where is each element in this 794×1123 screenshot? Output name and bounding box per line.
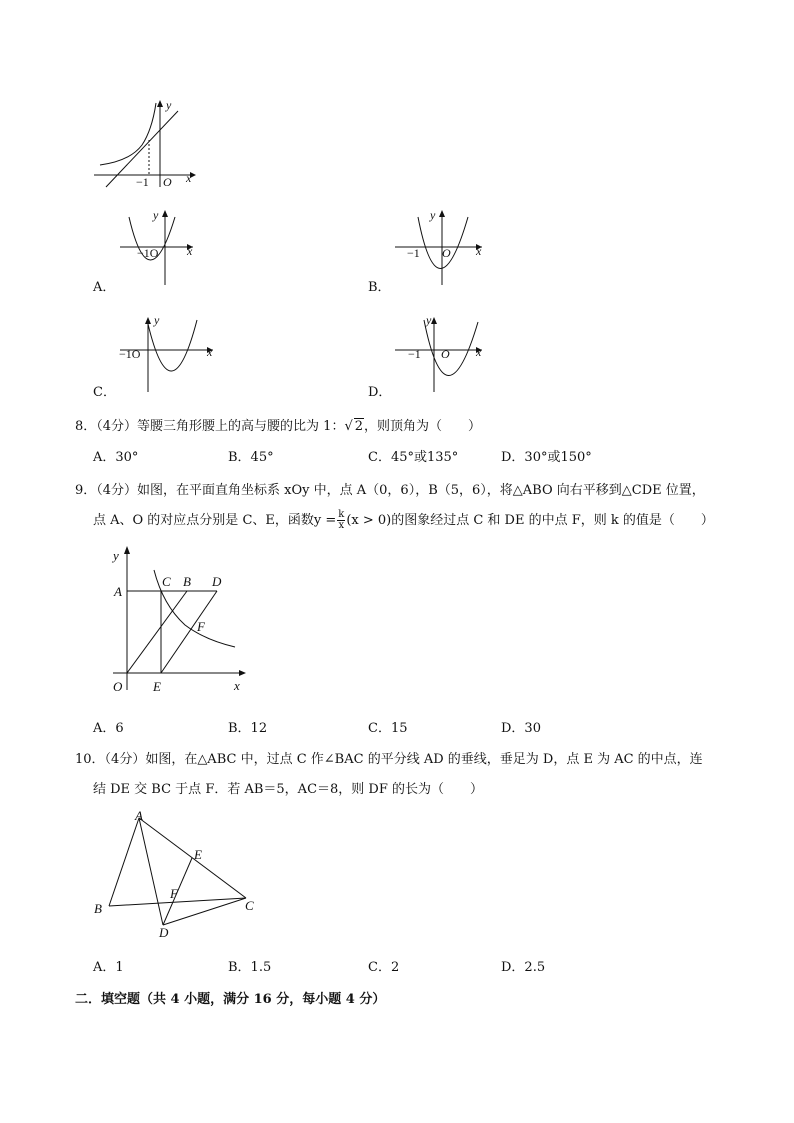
y-axis-label: y [430,208,436,222]
x-axis-label: x [234,678,240,693]
q9-question-line1: 9．（4分）如图，在平面直角坐标系 xOy 中，点 A（0，6），B（5，6），将△ABO 向右平移到△CDE 位置， [75,483,705,498]
point-b-label: B [94,901,102,916]
origin-label: O [441,347,450,361]
origin-label: O [163,175,172,189]
q7-option-a-graph [115,205,200,285]
q9-line2-start: 点 A、O 的对应点分别是 C、E，函数y = [93,513,337,528]
q8-question [75,415,481,434]
y-axis-label: y [154,313,160,327]
tick-label: −1 [407,246,420,260]
point-b-label: B [183,574,191,589]
x-axis-label: x [186,171,192,185]
q9-question-line2 [93,509,714,531]
point-d-label: D [159,925,169,940]
point-a-label: A [114,584,122,599]
q7-main-graph [90,95,200,195]
point-a-label: A [135,808,143,823]
q7-option-a-label: A． [93,280,116,295]
q8-suffix: ，则顶角为（ ） [364,419,482,434]
q10-option-d: D．2.5 [501,960,546,975]
q10-question-line1: 10．（4分）如图，在△ABC 中，过点 C 作∠BAC 的平分线 AD 的垂线，垂足为 D，点 E 为 AC 的中点，连 [75,752,703,767]
q8-option-b: B．45° [228,450,274,465]
point-o-label: O [113,679,123,694]
q7-option-d-label: D． [368,385,392,400]
q10-option-c: C．2 [368,960,400,975]
point-c-label: C [245,898,254,913]
point-f-label: F [170,886,178,901]
q10-question-line2: 结 DE 交 BC 于点 F．若 AB＝5，AC＝8，则 DF 的长为（ ） [93,782,483,797]
q9-option-b: B．12 [228,721,268,736]
x-axis-label: x [476,345,482,359]
fraction-k-over-x [337,510,345,531]
point-e-label: E [153,679,161,694]
point-c-label: C [162,574,171,589]
q8-option-c: C．45°或135° [368,450,459,465]
y-axis-label: y [153,208,159,222]
q9-option-c: C．15 [368,721,408,736]
origin-label: O [442,246,451,260]
x-axis-label: x [476,244,482,258]
fraction-denominator: x [338,520,345,531]
q10-option-a: A．1 [93,960,124,975]
tick-label: −1 [136,175,149,189]
q10-figure [88,808,268,943]
y-axis-label: y [166,98,172,112]
section-heading-fill-in: 二．填空题（共 4 小题，满分 16 分，每小题 4 分） [75,992,386,1007]
q7-option-b-graph [390,205,485,285]
q8-option-a: A．30° [93,450,139,465]
q7-option-c-label: C． [93,385,116,400]
x-axis-label: x [207,345,213,359]
q9-line2-end: (x > 0)的图象经过点 C 和 DE 的中点 F，则 k 的值是（ ） [346,513,714,528]
q8-option-d: D．30°或150° [501,450,592,465]
q7-option-b-label: B． [368,280,391,295]
y-axis-label: y [113,548,119,563]
x-axis-label: x [187,244,193,258]
q7-option-c-graph [115,312,220,392]
q8-prefix: 8．（4分）等腰三角形腰上的高与腰的比为 1： [75,419,345,434]
q9-figure [105,540,255,700]
point-e-label: E [194,847,202,862]
tick-label: −1 [408,347,421,361]
point-f-label: F [197,619,205,634]
tick-label: −1O [119,347,141,361]
q9-option-a: A．6 [93,721,124,736]
sqrt-sign: √ [344,419,353,434]
point-d-label: D [212,574,222,589]
sqrt-argument: 2 [354,419,364,434]
tick-label: −1O [137,246,159,260]
q10-option-b: B．1.5 [228,960,272,975]
y-axis-label: y [426,313,432,327]
fraction-numerator: k [338,509,345,520]
q9-option-d: D．30 [501,721,541,736]
q7-option-d-graph [390,312,490,392]
